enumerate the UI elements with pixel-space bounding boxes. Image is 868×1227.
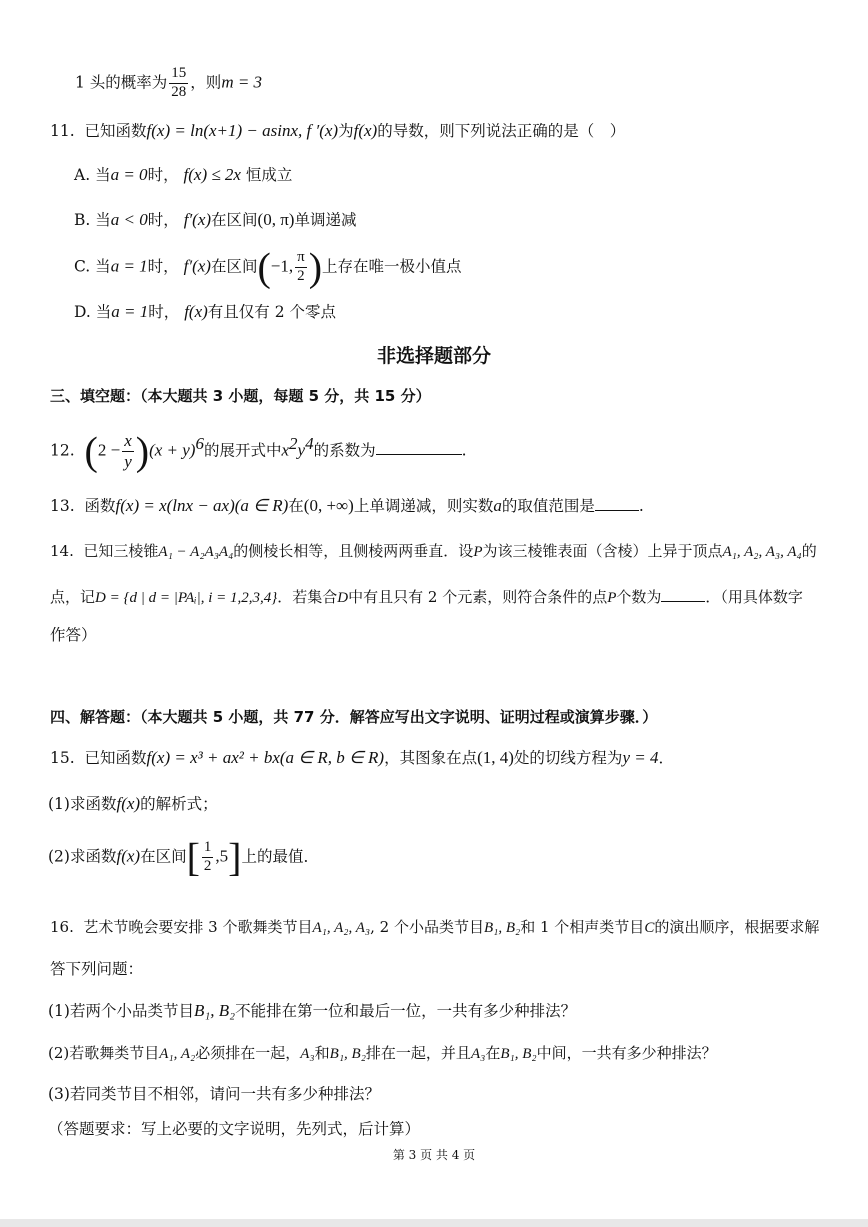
question-text: 已知三棱锥 (83, 542, 159, 560)
question-15-part-1 (48, 795, 218, 813)
stem-math: f(x) = ln(x+1) − asinx, f ′(x) (146, 121, 339, 140)
math-text: P (607, 590, 617, 606)
left-paren: ( (84, 428, 98, 474)
question-text: ．（用具体数字 (705, 588, 803, 606)
question-15-part-2 (48, 834, 319, 880)
question-text: 在区间 (140, 847, 187, 866)
math-text: a (493, 496, 502, 515)
math-text: y (297, 440, 306, 460)
question-text: 不能排在第一位和最后一位，一共有多少种排法？ (235, 1002, 577, 1020)
carry-math: m = 3 (221, 72, 263, 92)
option-text: 在区间 (211, 211, 258, 229)
stem-text: 为 (338, 122, 354, 140)
question-text: 的解析式； (140, 795, 218, 813)
math-text: x (281, 440, 290, 460)
math-text: P (473, 544, 483, 560)
math-text: f(x) = x³ + ax² + bx(a ∈ R, b ∈ R) (146, 748, 385, 767)
question-text: (1)求函数 (48, 795, 117, 813)
math-text: f(x) = x(lnx − ax)(a ∈ R) (115, 496, 289, 515)
right-paren: ) (308, 244, 323, 290)
question-text: ，其图象在点 (384, 749, 478, 767)
question-13 (50, 497, 644, 515)
stem-math: f(x) (353, 121, 378, 140)
question-11-option-b (74, 211, 356, 229)
fraction-numerator: x (124, 431, 132, 450)
math-text: B₁, B₂ (483, 920, 521, 936)
option-text: 当 (95, 257, 111, 276)
section-title: 非选择题部分 (376, 345, 491, 367)
fraction-denominator: 2 (297, 267, 305, 284)
option-math: f′(x) (183, 256, 211, 276)
question-text: ．若集合 (277, 588, 338, 606)
question-text: 和 (314, 1044, 330, 1062)
question-text: 的系数为 (313, 441, 376, 460)
option-math: f(x) ≤ 2x (183, 165, 241, 184)
question-text: 的 (801, 542, 817, 560)
question-text: 的侧棱长相等，且侧棱两两垂直．设 (233, 542, 474, 560)
question-text: , 2 个小品类节目 (370, 918, 484, 936)
math-text: B₁, B₂ (500, 1046, 537, 1062)
option-text: 有且仅有 2 个零点 (207, 303, 337, 321)
q12-fraction (122, 432, 134, 471)
option-label: B. (74, 211, 91, 229)
question-text: 上的最值． (241, 847, 319, 866)
question-text: 的展开式中 (203, 441, 282, 460)
question-text: (2)若歌舞类节目 (48, 1044, 160, 1062)
option-interval: (0, π) (257, 210, 295, 229)
math-text: D = {d | d = |PAᵢ|, i = 1,2,3,4} (95, 590, 278, 606)
question-text: 的取值范围是 (501, 497, 595, 515)
math-text: B₁, B₂ (193, 1001, 236, 1020)
question-text: 和 1 个相声类节目 (520, 918, 645, 936)
question-text: 处的切线方程为 (513, 749, 623, 767)
option-label: C. (74, 257, 91, 276)
math-text: C (644, 920, 655, 936)
question-text: 点，记 (50, 588, 96, 606)
question-12 (50, 428, 467, 474)
answer-blank[interactable] (376, 453, 462, 455)
bottom-edge (0, 1219, 868, 1227)
math-text: y = 4 (622, 748, 659, 767)
question-number: 16. (50, 918, 74, 936)
option-math: f(x) (184, 302, 208, 321)
option-text: 时， (148, 303, 180, 321)
carry-fraction (169, 66, 188, 101)
option-interval: −1, (270, 256, 294, 276)
math-text: ,5 (215, 846, 229, 866)
question-text: (2)求函数 (48, 847, 117, 866)
question-number: 14. (50, 542, 74, 560)
question-text: 中有且只有 2 个元素，则符合条件的点 (348, 588, 608, 606)
question-11-stem (50, 122, 625, 140)
question-end: . (638, 497, 644, 515)
math-text: A₃ (300, 1046, 315, 1062)
option-text: 当 (95, 303, 112, 321)
question-text: 中间，一共有多少种排法？ (536, 1044, 717, 1062)
option-text: 在区间 (210, 257, 258, 276)
carry-text: 1 头的概率为 (75, 73, 168, 92)
stem-text: 的导数，则下列说法正确的是（ ） (377, 122, 626, 140)
math-text: A₁ − A₂A₃A₄ (158, 544, 234, 560)
math-text: (0, +∞) (303, 496, 354, 515)
fraction-denominator: 2 (203, 857, 212, 874)
question-16-line-1 (50, 920, 819, 936)
carry-text-after: ，则 (190, 73, 222, 92)
fraction-numerator: π (295, 250, 307, 268)
question-16-part-1 (48, 1002, 576, 1020)
option-math: a = 1 (110, 256, 148, 276)
exponent: 4 (305, 434, 314, 454)
option-text: 时， (147, 166, 179, 184)
math-text: D (337, 590, 349, 606)
answer-requirement-note: （答题要求：写上必要的文字说明，先列式，后计算） (48, 1120, 421, 1138)
option-text: 时， (147, 257, 179, 276)
option-text: 单调递减 (294, 211, 357, 229)
question-text: 函数 (84, 497, 116, 515)
math-text: 2 − (97, 440, 121, 460)
exponent: 6 (195, 434, 204, 454)
answer-blank[interactable] (595, 509, 639, 511)
carry-over-line (75, 66, 262, 101)
option-text: 恒成立 (245, 166, 293, 184)
question-number: 11. (50, 122, 75, 140)
question-text: 艺术节晚会要安排 3 个歌舞类节目 (83, 918, 313, 936)
right-paren: ) (135, 428, 150, 474)
fraction-numerator: 15 (169, 66, 188, 84)
option-math: a = 1 (111, 302, 149, 321)
question-text: 上单调递减，则实数 (353, 497, 494, 515)
option-math: a < 0 (110, 210, 148, 229)
question-text: 在 (288, 497, 304, 515)
math-text: B₁, B₂ (329, 1046, 366, 1062)
question-text: 个数为 (616, 588, 662, 606)
option-text: 当 (95, 211, 111, 229)
option-label: A. (74, 166, 91, 184)
fraction-denominator: 28 (171, 83, 187, 100)
math-text: A₃ (470, 1046, 486, 1062)
fraction-denominator: y (124, 451, 132, 471)
question-15 (50, 749, 674, 767)
question-number: 15. (50, 749, 75, 767)
option-math: a = 0 (110, 165, 148, 184)
left-bracket: [ (186, 834, 200, 880)
exponent: 2 (289, 434, 298, 454)
stem-text: 已知函数 (84, 122, 147, 140)
question-text: (1)若两个小品类节目 (48, 1002, 194, 1020)
question-16-part-2 (48, 1046, 717, 1062)
math-text: (1, 4) (477, 748, 514, 767)
section-3-header: 三、填空题：（本大题共 3 小题，每题 5 分，共 15 分） (50, 387, 431, 405)
math-text: A₁, A₂ (159, 1046, 196, 1062)
option-text: 上存在唯一极小值点 (322, 257, 462, 276)
question-end: ． (658, 749, 674, 767)
math-text: f(x) (116, 794, 141, 813)
question-11-option-d (74, 303, 336, 321)
section-4-header: 四、解答题：（本大题共 5 小题，共 77 分．解答应写出文字说明、证明过程或演算步骤．） (50, 708, 658, 726)
math-text: A₁, A₂, A₃ (312, 920, 371, 936)
question-14-line-3: 作答） (50, 626, 97, 644)
page-footer: 第 3 页 共 4 页 (392, 1148, 476, 1162)
option-label: D. (74, 303, 91, 321)
question-text: 已知函数 (84, 749, 147, 767)
math-text: f(x) (116, 846, 141, 866)
option-text: 当 (95, 166, 111, 184)
math-text: (x + y) (149, 440, 196, 460)
question-14-line-2 (50, 590, 803, 606)
interval-fraction (202, 840, 214, 875)
question-text: 必须排在一起， (195, 1044, 301, 1062)
question-end: . (461, 441, 467, 460)
question-text: 在 (485, 1044, 501, 1062)
question-number: 12. (50, 441, 75, 460)
option-math: f′(x) (183, 210, 212, 229)
right-bracket: ] (228, 834, 242, 880)
math-text: A₁, A₂, A₃, A₄ (722, 544, 802, 560)
question-text: 为该三棱锥表面（含棱）上异于顶点 (482, 542, 723, 560)
fraction-numerator: 1 (202, 840, 214, 858)
question-11-option-c (74, 244, 462, 290)
question-14-line-1 (50, 544, 817, 560)
question-16-line-2: 答下列问题： (50, 960, 144, 978)
interval-fraction (295, 250, 307, 285)
option-text: 时， (147, 211, 179, 229)
question-text: 的演出顺序，根据要求解 (654, 918, 820, 936)
question-number: 13. (50, 497, 75, 515)
answer-blank[interactable] (661, 600, 705, 602)
question-16-part-3: (3)若同类节目不相邻，请问一共有多少种排法？ (48, 1085, 380, 1103)
question-text: 排在一起，并且 (365, 1044, 471, 1062)
question-11-option-a (74, 166, 292, 184)
left-paren: ( (257, 244, 271, 290)
